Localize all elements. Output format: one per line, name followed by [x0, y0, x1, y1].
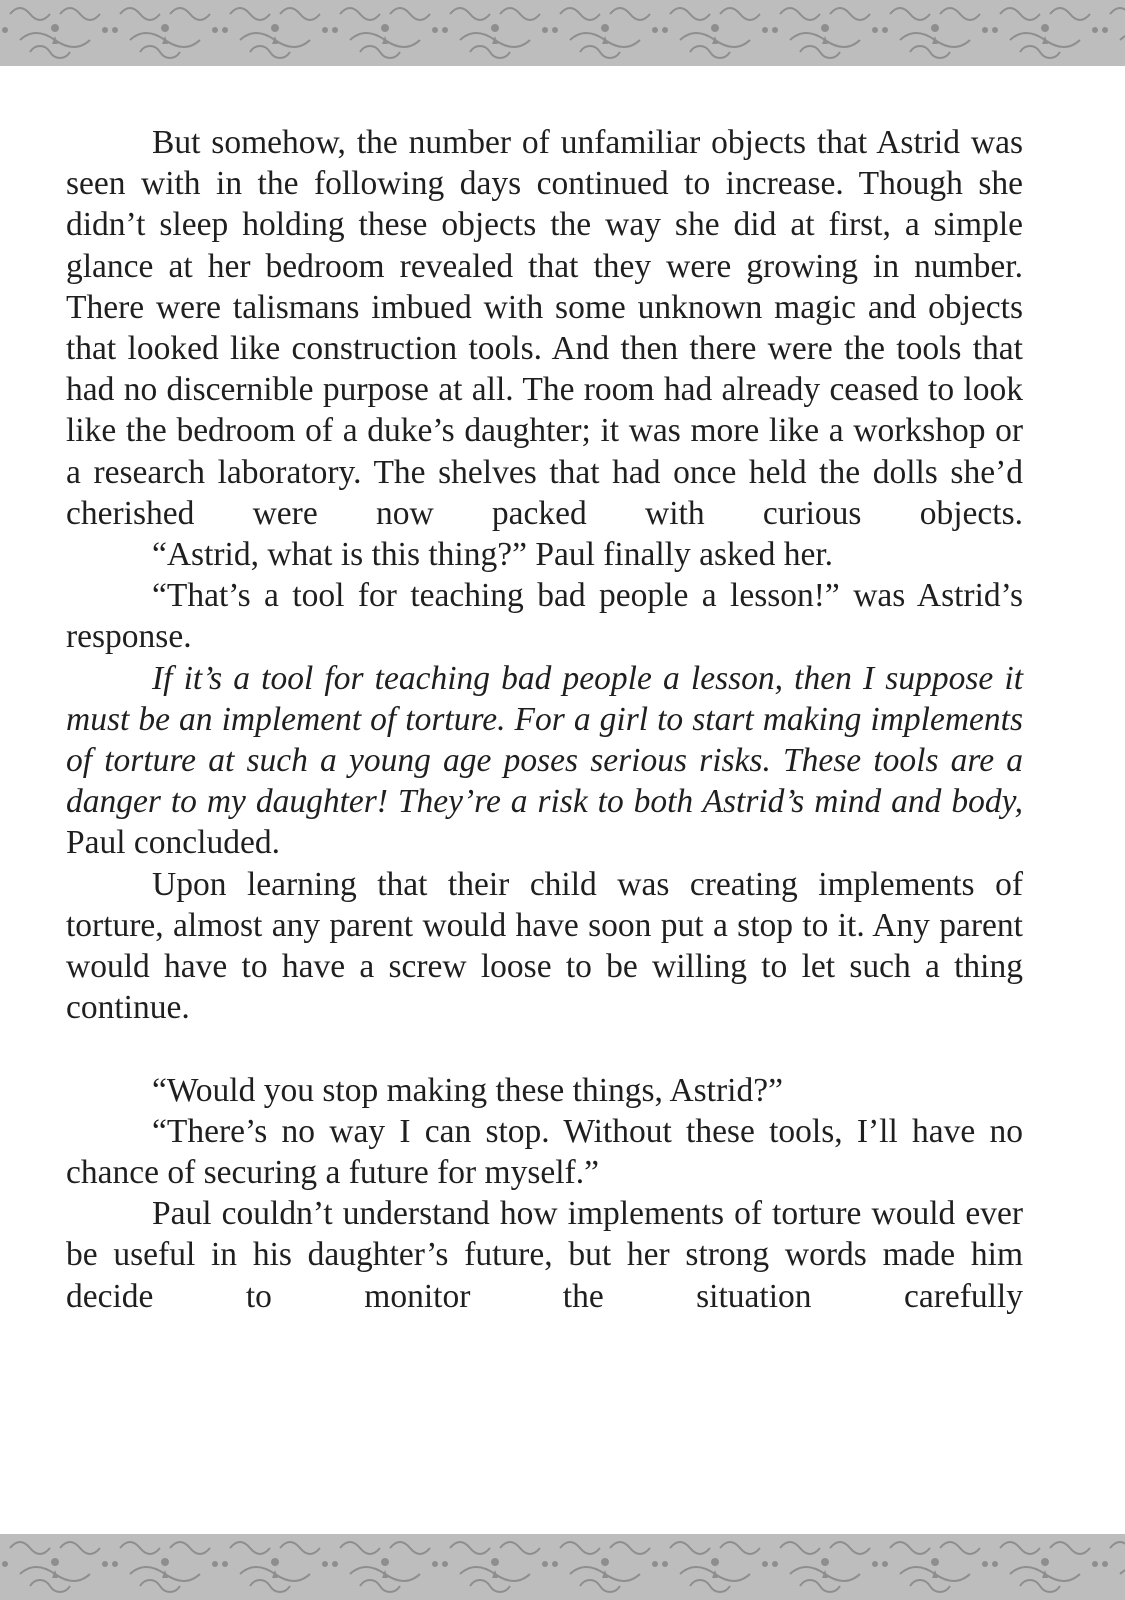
paragraph-1: But somehow, the number of unfamiliar objects that Astrid was seen with in the following days continued to increase. Though she didn’t sleep holding these objects the way she did at first, a simple glance at her bedroom revealed that they were growing in number. There were talismans imbued with some unknown magic and objects that looked like construction tools. And then there were the tools that had no discernible purpose at all. The room had already ceased to look like the bedroom of a duke’s daughter; it was more like a workshop or a research laboratory. The shelves that had once held the dolls she’d cherished were now packed with curious objects. [66, 124, 1023, 532]
scene-break [66, 1028, 1023, 1069]
top-ornament-band [0, 0, 1125, 66]
paragraph-3: “That’s a tool for teaching bad people a lesson!” was Astrid’s response. [66, 577, 1023, 656]
paragraph-7: “There’s no way I can stop. Without these tools, I’ll have no chance of securing a future for myself.” [66, 1112, 1023, 1192]
damask-pattern-icon [0, 0, 1125, 66]
paragraph-8: Paul couldn’t understand how implements of torture would ever be useful in his daughter’s future, but her strong words made him decide to monitor the situation carefully [66, 1195, 1023, 1315]
paragraph-2: “Astrid, what is this thing?” Paul finally asked her. [152, 536, 834, 574]
inner-thought: If it’s a tool for teaching bad people a lesson, then I suppose it must be an implement of torture. For a girl to start making implements of torture at such a young age poses serious risks. These tools are a danger to my daughter! They’re a risk to both Astrid’s mind and body, [66, 659, 1023, 821]
paragraph-4 [66, 658, 1023, 864]
narration: Paul concluded. [66, 824, 280, 862]
paragraph-6: “Would you stop making these things, Astrid?” [152, 1071, 783, 1109]
paragraph-5: Upon learning that their child was creating implements of torture, almost any parent would have soon put a stop to it. Any parent would have to have a screw loose to be willing to let such a thing continue. [66, 865, 1023, 1027]
bottom-ornament-band [0, 1534, 1125, 1600]
damask-pattern-icon [0, 1534, 1125, 1600]
body-text [66, 122, 1023, 1317]
